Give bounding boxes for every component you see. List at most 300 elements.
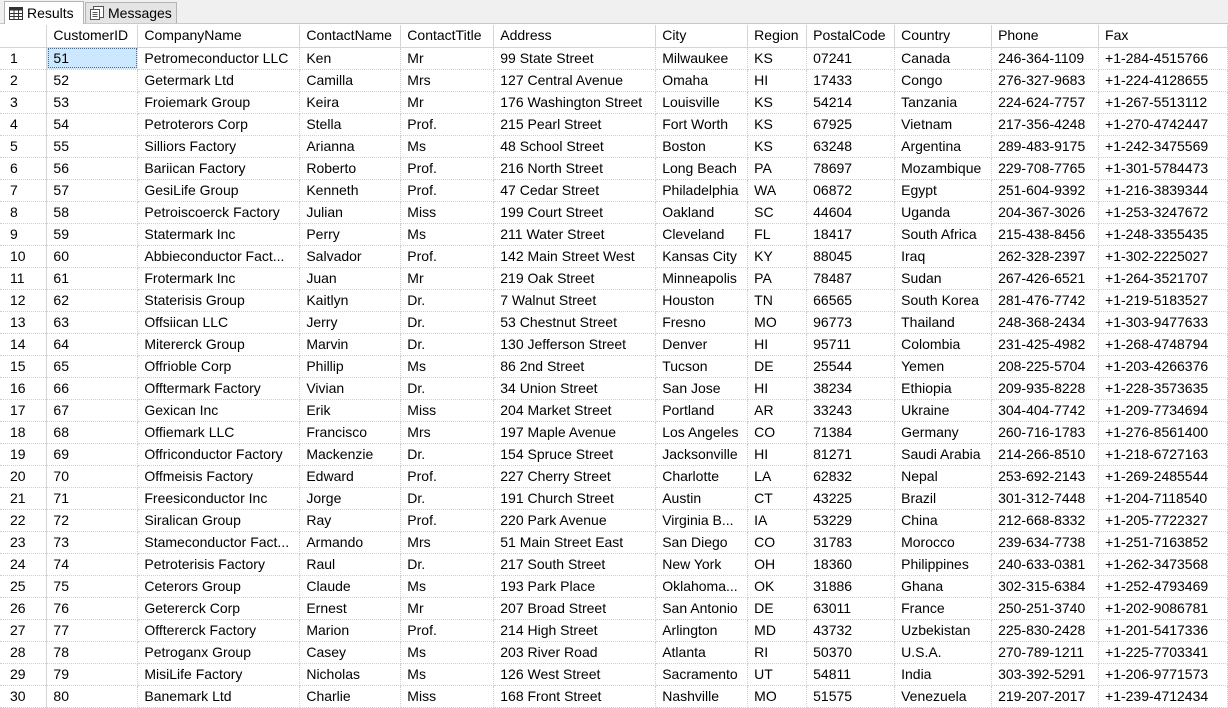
- cell-contactname[interactable]: Ray: [300, 509, 401, 531]
- cell-country[interactable]: Ukraine: [895, 399, 992, 421]
- cell-contactname[interactable]: Jorge: [300, 487, 401, 509]
- cell-fax[interactable]: +1-202-9086781: [1099, 597, 1228, 619]
- cell-address[interactable]: 99 State Street: [494, 47, 656, 69]
- cell-phone[interactable]: 209-935-8228: [992, 377, 1099, 399]
- cell-country[interactable]: Uzbekistan: [895, 619, 992, 641]
- column-header-city[interactable]: City: [656, 25, 748, 47]
- cell-country[interactable]: South Africa: [895, 223, 992, 245]
- row-number[interactable]: 10: [0, 245, 47, 267]
- cell-contacttitle[interactable]: Mr: [401, 267, 494, 289]
- row-number[interactable]: 16: [0, 377, 47, 399]
- cell-postalcode[interactable]: 88045: [807, 245, 895, 267]
- cell-phone[interactable]: 270-789-1211: [992, 641, 1099, 663]
- cell-postalcode[interactable]: 38234: [807, 377, 895, 399]
- cell-country[interactable]: Tanzania: [895, 91, 992, 113]
- cell-address[interactable]: 86 2nd Street: [494, 355, 656, 377]
- row-number[interactable]: 15: [0, 355, 47, 377]
- cell-companyname[interactable]: Offriconductor Factory: [138, 443, 300, 465]
- cell-contacttitle[interactable]: Miss: [401, 399, 494, 421]
- row-number[interactable]: 2: [0, 69, 47, 91]
- cell-contactname[interactable]: Francisco: [300, 421, 401, 443]
- cell-contactname[interactable]: Jerry: [300, 311, 401, 333]
- row-number[interactable]: 9: [0, 223, 47, 245]
- cell-phone[interactable]: 248-368-2434: [992, 311, 1099, 333]
- column-header-fax[interactable]: Fax: [1099, 25, 1228, 47]
- cell-city[interactable]: Los Angeles: [656, 421, 748, 443]
- cell-companyname[interactable]: Frotermark Inc: [138, 267, 300, 289]
- cell-country[interactable]: Egypt: [895, 179, 992, 201]
- cell-contactname[interactable]: Perry: [300, 223, 401, 245]
- cell-city[interactable]: Houston: [656, 289, 748, 311]
- cell-companyname[interactable]: Getererck Corp: [138, 597, 300, 619]
- cell-address[interactable]: 51 Main Street East: [494, 531, 656, 553]
- row-number[interactable]: 14: [0, 333, 47, 355]
- cell-contacttitle[interactable]: Dr.: [401, 333, 494, 355]
- cell-fax[interactable]: +1-203-4266376: [1099, 355, 1228, 377]
- cell-fax[interactable]: +1-251-7163852: [1099, 531, 1228, 553]
- cell-postalcode[interactable]: 96773: [807, 311, 895, 333]
- cell-address[interactable]: 191 Church Street: [494, 487, 656, 509]
- cell-address[interactable]: 197 Maple Avenue: [494, 421, 656, 443]
- cell-address[interactable]: 34 Union Street: [494, 377, 656, 399]
- cell-companyname[interactable]: Petroterisis Factory: [138, 553, 300, 575]
- cell-customerid[interactable]: 73: [47, 531, 138, 553]
- cell-city[interactable]: Charlotte: [656, 465, 748, 487]
- cell-phone[interactable]: 301-312-7448: [992, 487, 1099, 509]
- cell-customerid[interactable]: 72: [47, 509, 138, 531]
- cell-contactname[interactable]: Roberto: [300, 157, 401, 179]
- cell-phone[interactable]: 217-356-4248: [992, 113, 1099, 135]
- cell-fax[interactable]: +1-301-5784473: [1099, 157, 1228, 179]
- column-header-contactname[interactable]: ContactName: [300, 25, 401, 47]
- cell-region[interactable]: KS: [748, 113, 807, 135]
- cell-customerid[interactable]: 69: [47, 443, 138, 465]
- cell-contactname[interactable]: Casey: [300, 641, 401, 663]
- cell-customerid[interactable]: 74: [47, 553, 138, 575]
- cell-country[interactable]: Ethiopia: [895, 377, 992, 399]
- cell-postalcode[interactable]: 95711: [807, 333, 895, 355]
- cell-companyname[interactable]: Petroterors Corp: [138, 113, 300, 135]
- cell-contacttitle[interactable]: Mrs: [401, 69, 494, 91]
- cell-postalcode[interactable]: 71384: [807, 421, 895, 443]
- cell-address[interactable]: 47 Cedar Street: [494, 179, 656, 201]
- cell-address[interactable]: 7 Walnut Street: [494, 289, 656, 311]
- row-number[interactable]: 27: [0, 619, 47, 641]
- cell-address[interactable]: 216 North Street: [494, 157, 656, 179]
- cell-country[interactable]: Congo: [895, 69, 992, 91]
- cell-phone[interactable]: 224-624-7757: [992, 91, 1099, 113]
- cell-companyname[interactable]: Froiemark Group: [138, 91, 300, 113]
- cell-companyname[interactable]: Gexican Inc: [138, 399, 300, 421]
- cell-country[interactable]: U.S.A.: [895, 641, 992, 663]
- cell-country[interactable]: France: [895, 597, 992, 619]
- cell-phone[interactable]: 262-328-2397: [992, 245, 1099, 267]
- row-number[interactable]: 19: [0, 443, 47, 465]
- cell-region[interactable]: HI: [748, 443, 807, 465]
- cell-city[interactable]: Tucson: [656, 355, 748, 377]
- cell-region[interactable]: OK: [748, 575, 807, 597]
- cell-city[interactable]: Portland: [656, 399, 748, 421]
- cell-customerid[interactable]: 65: [47, 355, 138, 377]
- cell-contacttitle[interactable]: Dr.: [401, 443, 494, 465]
- cell-postalcode[interactable]: 18360: [807, 553, 895, 575]
- cell-address[interactable]: 217 South Street: [494, 553, 656, 575]
- cell-city[interactable]: Minneapolis: [656, 267, 748, 289]
- cell-companyname[interactable]: Siralican Group: [138, 509, 300, 531]
- cell-contacttitle[interactable]: Ms: [401, 355, 494, 377]
- cell-postalcode[interactable]: 33243: [807, 399, 895, 421]
- cell-fax[interactable]: +1-225-7703341: [1099, 641, 1228, 663]
- cell-contactname[interactable]: Juan: [300, 267, 401, 289]
- cell-phone[interactable]: 212-668-8332: [992, 509, 1099, 531]
- cell-contactname[interactable]: Nicholas: [300, 663, 401, 685]
- cell-region[interactable]: PA: [748, 157, 807, 179]
- cell-phone[interactable]: 250-251-3740: [992, 597, 1099, 619]
- cell-country[interactable]: Ghana: [895, 575, 992, 597]
- cell-city[interactable]: Cleveland: [656, 223, 748, 245]
- cell-customerid[interactable]: 56: [47, 157, 138, 179]
- cell-contacttitle[interactable]: Miss: [401, 201, 494, 223]
- column-header-companyname[interactable]: CompanyName: [138, 25, 300, 47]
- cell-contacttitle[interactable]: Dr.: [401, 553, 494, 575]
- column-header-country[interactable]: Country: [895, 25, 992, 47]
- row-number[interactable]: 23: [0, 531, 47, 553]
- cell-customerid[interactable]: 63: [47, 311, 138, 333]
- cell-country[interactable]: Colombia: [895, 333, 992, 355]
- cell-city[interactable]: Milwaukee: [656, 47, 748, 69]
- cell-address[interactable]: 193 Park Place: [494, 575, 656, 597]
- cell-companyname[interactable]: Silliors Factory: [138, 135, 300, 157]
- cell-address[interactable]: 127 Central Avenue: [494, 69, 656, 91]
- cell-country[interactable]: South Korea: [895, 289, 992, 311]
- cell-city[interactable]: San Antonio: [656, 597, 748, 619]
- cell-country[interactable]: Canada: [895, 47, 992, 69]
- cell-postalcode[interactable]: 25544: [807, 355, 895, 377]
- cell-region[interactable]: KY: [748, 245, 807, 267]
- cell-customerid[interactable]: 52: [47, 69, 138, 91]
- cell-contactname[interactable]: Phillip: [300, 355, 401, 377]
- cell-fax[interactable]: +1-303-9477633: [1099, 311, 1228, 333]
- cell-contactname[interactable]: Stella: [300, 113, 401, 135]
- cell-city[interactable]: Louisville: [656, 91, 748, 113]
- cell-fax[interactable]: +1-264-3521707: [1099, 267, 1228, 289]
- cell-contactname[interactable]: Armando: [300, 531, 401, 553]
- cell-customerid[interactable]: 75: [47, 575, 138, 597]
- cell-city[interactable]: Long Beach: [656, 157, 748, 179]
- cell-customerid[interactable]: 60: [47, 245, 138, 267]
- cell-country[interactable]: Thailand: [895, 311, 992, 333]
- cell-contactname[interactable]: Camilla: [300, 69, 401, 91]
- cell-phone[interactable]: 225-830-2428: [992, 619, 1099, 641]
- row-number[interactable]: 29: [0, 663, 47, 685]
- cell-postalcode[interactable]: 62832: [807, 465, 895, 487]
- cell-companyname[interactable]: Offmeisis Factory: [138, 465, 300, 487]
- cell-contactname[interactable]: Edward: [300, 465, 401, 487]
- cell-region[interactable]: HI: [748, 333, 807, 355]
- cell-companyname[interactable]: Offtermark Factory: [138, 377, 300, 399]
- cell-region[interactable]: TN: [748, 289, 807, 311]
- cell-phone[interactable]: 239-634-7738: [992, 531, 1099, 553]
- cell-contacttitle[interactable]: Ms: [401, 663, 494, 685]
- row-header-corner[interactable]: [0, 25, 47, 47]
- row-number[interactable]: 4: [0, 113, 47, 135]
- cell-companyname[interactable]: Offiemark LLC: [138, 421, 300, 443]
- cell-address[interactable]: 211 Water Street: [494, 223, 656, 245]
- cell-city[interactable]: San Jose: [656, 377, 748, 399]
- cell-region[interactable]: HI: [748, 377, 807, 399]
- cell-contacttitle[interactable]: Ms: [401, 223, 494, 245]
- column-header-customerid[interactable]: CustomerID: [47, 25, 138, 47]
- column-header-contacttitle[interactable]: ContactTitle: [401, 25, 494, 47]
- row-number[interactable]: 26: [0, 597, 47, 619]
- cell-country[interactable]: Venezuela: [895, 685, 992, 707]
- cell-contactname[interactable]: Ken: [300, 47, 401, 69]
- cell-customerid[interactable]: 59: [47, 223, 138, 245]
- cell-city[interactable]: Denver: [656, 333, 748, 355]
- cell-postalcode[interactable]: 51575: [807, 685, 895, 707]
- row-number[interactable]: 24: [0, 553, 47, 575]
- row-number[interactable]: 22: [0, 509, 47, 531]
- cell-postalcode[interactable]: 67925: [807, 113, 895, 135]
- cell-customerid[interactable]: 51: [47, 47, 138, 69]
- cell-city[interactable]: Oakland: [656, 201, 748, 223]
- cell-country[interactable]: Philippines: [895, 553, 992, 575]
- cell-customerid[interactable]: 64: [47, 333, 138, 355]
- cell-address[interactable]: 168 Front Street: [494, 685, 656, 707]
- cell-contactname[interactable]: Erik: [300, 399, 401, 421]
- cell-contacttitle[interactable]: Mr: [401, 597, 494, 619]
- cell-phone[interactable]: 229-708-7765: [992, 157, 1099, 179]
- row-number[interactable]: 18: [0, 421, 47, 443]
- cell-contacttitle[interactable]: Prof.: [401, 179, 494, 201]
- cell-fax[interactable]: +1-209-7734694: [1099, 399, 1228, 421]
- cell-country[interactable]: Germany: [895, 421, 992, 443]
- cell-country[interactable]: India: [895, 663, 992, 685]
- cell-country[interactable]: Mozambique: [895, 157, 992, 179]
- cell-customerid[interactable]: 77: [47, 619, 138, 641]
- cell-region[interactable]: MD: [748, 619, 807, 641]
- cell-contacttitle[interactable]: Mr: [401, 47, 494, 69]
- cell-country[interactable]: Yemen: [895, 355, 992, 377]
- cell-region[interactable]: DE: [748, 355, 807, 377]
- cell-postalcode[interactable]: 78697: [807, 157, 895, 179]
- cell-region[interactable]: FL: [748, 223, 807, 245]
- cell-phone[interactable]: 276-327-9683: [992, 69, 1099, 91]
- cell-address[interactable]: 215 Pearl Street: [494, 113, 656, 135]
- cell-region[interactable]: MO: [748, 685, 807, 707]
- cell-postalcode[interactable]: 31783: [807, 531, 895, 553]
- cell-fax[interactable]: +1-206-9771573: [1099, 663, 1228, 685]
- cell-companyname[interactable]: Mitererck Group: [138, 333, 300, 355]
- cell-region[interactable]: DE: [748, 597, 807, 619]
- cell-fax[interactable]: +1-267-5513112: [1099, 91, 1228, 113]
- cell-contacttitle[interactable]: Mrs: [401, 421, 494, 443]
- cell-address[interactable]: 154 Spruce Street: [494, 443, 656, 465]
- cell-customerid[interactable]: 58: [47, 201, 138, 223]
- cell-customerid[interactable]: 71: [47, 487, 138, 509]
- cell-fax[interactable]: +1-242-3475569: [1099, 135, 1228, 157]
- cell-fax[interactable]: +1-276-8561400: [1099, 421, 1228, 443]
- cell-postalcode[interactable]: 43732: [807, 619, 895, 641]
- row-number[interactable]: 3: [0, 91, 47, 113]
- cell-city[interactable]: New York: [656, 553, 748, 575]
- row-number[interactable]: 21: [0, 487, 47, 509]
- cell-region[interactable]: CT: [748, 487, 807, 509]
- row-number[interactable]: 1: [0, 47, 47, 69]
- cell-city[interactable]: Jacksonville: [656, 443, 748, 465]
- cell-contacttitle[interactable]: Dr.: [401, 377, 494, 399]
- cell-fax[interactable]: +1-228-3573635: [1099, 377, 1228, 399]
- cell-address[interactable]: 220 Park Avenue: [494, 509, 656, 531]
- cell-address[interactable]: 130 Jefferson Street: [494, 333, 656, 355]
- cell-phone[interactable]: 240-633-0381: [992, 553, 1099, 575]
- cell-customerid[interactable]: 53: [47, 91, 138, 113]
- cell-city[interactable]: San Diego: [656, 531, 748, 553]
- cell-postalcode[interactable]: 54214: [807, 91, 895, 113]
- cell-city[interactable]: Omaha: [656, 69, 748, 91]
- cell-companyname[interactable]: Freesiconductor Inc: [138, 487, 300, 509]
- cell-fax[interactable]: +1-269-2485544: [1099, 465, 1228, 487]
- row-number[interactable]: 6: [0, 157, 47, 179]
- cell-address[interactable]: 203 River Road: [494, 641, 656, 663]
- cell-companyname[interactable]: Ceterors Group: [138, 575, 300, 597]
- cell-fax[interactable]: +1-253-3247672: [1099, 201, 1228, 223]
- cell-companyname[interactable]: Petroganx Group: [138, 641, 300, 663]
- cell-address[interactable]: 126 West Street: [494, 663, 656, 685]
- cell-phone[interactable]: 302-315-6384: [992, 575, 1099, 597]
- cell-companyname[interactable]: Bariican Factory: [138, 157, 300, 179]
- cell-address[interactable]: 142 Main Street West: [494, 245, 656, 267]
- cell-city[interactable]: Austin: [656, 487, 748, 509]
- cell-postalcode[interactable]: 63248: [807, 135, 895, 157]
- cell-phone[interactable]: 208-225-5704: [992, 355, 1099, 377]
- cell-contactname[interactable]: Arianna: [300, 135, 401, 157]
- cell-contacttitle[interactable]: Mr: [401, 91, 494, 113]
- cell-region[interactable]: LA: [748, 465, 807, 487]
- cell-phone[interactable]: 281-476-7742: [992, 289, 1099, 311]
- cell-city[interactable]: Sacramento: [656, 663, 748, 685]
- cell-city[interactable]: Kansas City: [656, 245, 748, 267]
- cell-companyname[interactable]: Stameconductor Fact...: [138, 531, 300, 553]
- cell-country[interactable]: Morocco: [895, 531, 992, 553]
- cell-fax[interactable]: +1-224-4128655: [1099, 69, 1228, 91]
- cell-postalcode[interactable]: 81271: [807, 443, 895, 465]
- cell-companyname[interactable]: Abbieconductor Fact...: [138, 245, 300, 267]
- cell-companyname[interactable]: Offrioble Corp: [138, 355, 300, 377]
- cell-phone[interactable]: 214-266-8510: [992, 443, 1099, 465]
- column-header-region[interactable]: Region: [748, 25, 807, 47]
- cell-customerid[interactable]: 67: [47, 399, 138, 421]
- cell-contacttitle[interactable]: Prof.: [401, 157, 494, 179]
- cell-city[interactable]: Philadelphia: [656, 179, 748, 201]
- cell-phone[interactable]: 289-483-9175: [992, 135, 1099, 157]
- cell-country[interactable]: Vietnam: [895, 113, 992, 135]
- cell-fax[interactable]: +1-252-4793469: [1099, 575, 1228, 597]
- cell-contactname[interactable]: Marion: [300, 619, 401, 641]
- row-number[interactable]: 13: [0, 311, 47, 333]
- cell-customerid[interactable]: 57: [47, 179, 138, 201]
- cell-city[interactable]: Atlanta: [656, 641, 748, 663]
- cell-postalcode[interactable]: 06872: [807, 179, 895, 201]
- cell-address[interactable]: 204 Market Street: [494, 399, 656, 421]
- cell-city[interactable]: Virginia B...: [656, 509, 748, 531]
- cell-country[interactable]: Argentina: [895, 135, 992, 157]
- cell-phone[interactable]: 219-207-2017: [992, 685, 1099, 707]
- cell-contacttitle[interactable]: Mrs: [401, 531, 494, 553]
- cell-address[interactable]: 53 Chestnut Street: [494, 311, 656, 333]
- cell-phone[interactable]: 231-425-4982: [992, 333, 1099, 355]
- cell-contactname[interactable]: Keira: [300, 91, 401, 113]
- row-number[interactable]: 20: [0, 465, 47, 487]
- cell-contactname[interactable]: Mackenzie: [300, 443, 401, 465]
- cell-phone[interactable]: 246-364-1109: [992, 47, 1099, 69]
- cell-postalcode[interactable]: 78487: [807, 267, 895, 289]
- cell-country[interactable]: Brazil: [895, 487, 992, 509]
- cell-postalcode[interactable]: 44604: [807, 201, 895, 223]
- cell-companyname[interactable]: MisiLife Factory: [138, 663, 300, 685]
- cell-fax[interactable]: +1-302-2225027: [1099, 245, 1228, 267]
- cell-city[interactable]: Nashville: [656, 685, 748, 707]
- cell-region[interactable]: SC: [748, 201, 807, 223]
- cell-contacttitle[interactable]: Prof.: [401, 619, 494, 641]
- cell-region[interactable]: KS: [748, 91, 807, 113]
- cell-companyname[interactable]: Banemark Ltd: [138, 685, 300, 707]
- tab-results[interactable]: [4, 1, 84, 24]
- cell-region[interactable]: IA: [748, 509, 807, 531]
- cell-contactname[interactable]: Salvador: [300, 245, 401, 267]
- cell-address[interactable]: 219 Oak Street: [494, 267, 656, 289]
- cell-country[interactable]: Nepal: [895, 465, 992, 487]
- cell-region[interactable]: OH: [748, 553, 807, 575]
- cell-fax[interactable]: +1-216-3839344: [1099, 179, 1228, 201]
- cell-region[interactable]: AR: [748, 399, 807, 421]
- cell-postalcode[interactable]: 66565: [807, 289, 895, 311]
- cell-region[interactable]: CO: [748, 531, 807, 553]
- cell-postalcode[interactable]: 17433: [807, 69, 895, 91]
- cell-region[interactable]: KS: [748, 47, 807, 69]
- cell-region[interactable]: PA: [748, 267, 807, 289]
- cell-address[interactable]: 214 High Street: [494, 619, 656, 641]
- row-number[interactable]: 8: [0, 201, 47, 223]
- cell-address[interactable]: 176 Washington Street: [494, 91, 656, 113]
- cell-phone[interactable]: 251-604-9392: [992, 179, 1099, 201]
- cell-phone[interactable]: 303-392-5291: [992, 663, 1099, 685]
- cell-postalcode[interactable]: 31886: [807, 575, 895, 597]
- cell-customerid[interactable]: 66: [47, 377, 138, 399]
- cell-city[interactable]: Arlington: [656, 619, 748, 641]
- cell-country[interactable]: Iraq: [895, 245, 992, 267]
- cell-address[interactable]: 199 Court Street: [494, 201, 656, 223]
- row-number[interactable]: 11: [0, 267, 47, 289]
- cell-phone[interactable]: 253-692-2143: [992, 465, 1099, 487]
- cell-country[interactable]: Sudan: [895, 267, 992, 289]
- cell-contactname[interactable]: Raul: [300, 553, 401, 575]
- cell-companyname[interactable]: Getermark Ltd: [138, 69, 300, 91]
- row-number[interactable]: 25: [0, 575, 47, 597]
- row-number[interactable]: 12: [0, 289, 47, 311]
- cell-contactname[interactable]: Kaitlyn: [300, 289, 401, 311]
- tab-messages[interactable]: [85, 2, 177, 23]
- cell-city[interactable]: Boston: [656, 135, 748, 157]
- cell-companyname[interactable]: GesiLife Group: [138, 179, 300, 201]
- cell-customerid[interactable]: 54: [47, 113, 138, 135]
- cell-fax[interactable]: +1-205-7722327: [1099, 509, 1228, 531]
- cell-postalcode[interactable]: 50370: [807, 641, 895, 663]
- cell-contacttitle[interactable]: Prof.: [401, 509, 494, 531]
- cell-contacttitle[interactable]: Prof.: [401, 465, 494, 487]
- cell-contactname[interactable]: Claude: [300, 575, 401, 597]
- cell-companyname[interactable]: Offtererck Factory: [138, 619, 300, 641]
